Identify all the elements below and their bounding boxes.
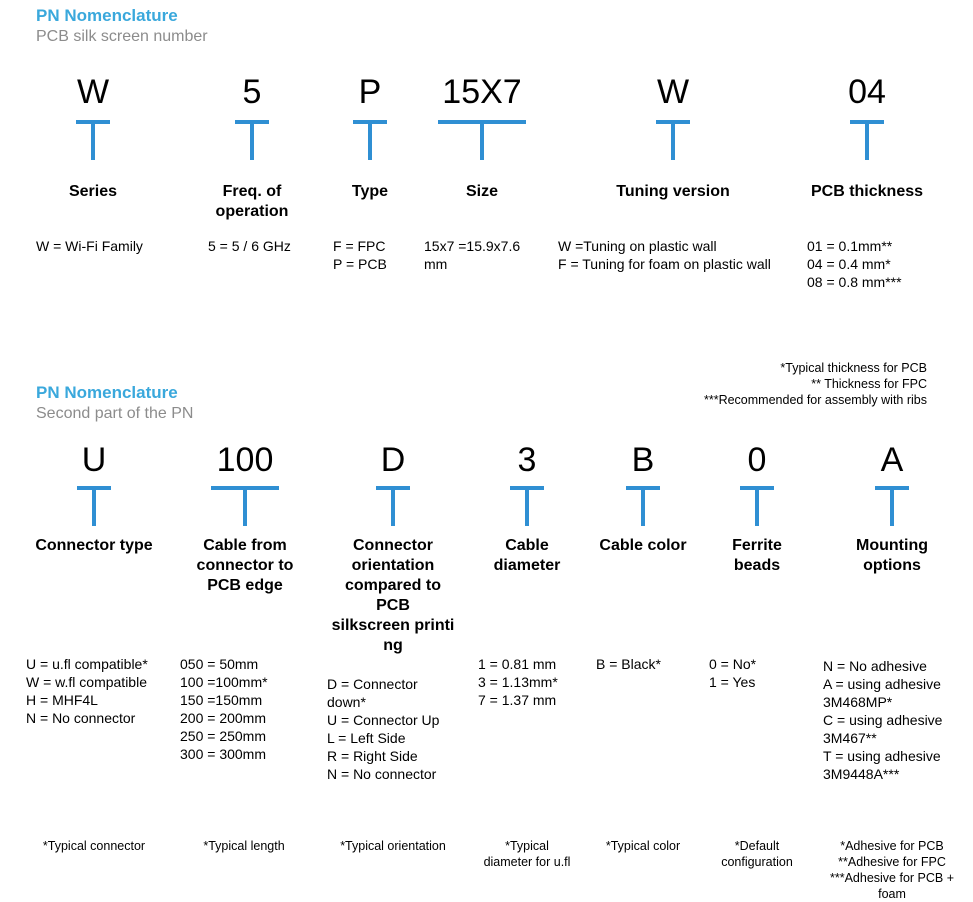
field-label-3: Connector orientation compared to PCB silkscreen printi ng (331, 537, 455, 654)
tee-stem (480, 120, 484, 160)
tee-connector (376, 486, 410, 528)
code-5: B (631, 441, 655, 479)
field-desc-5: B = Black* (596, 656, 661, 672)
field-label-5: Tuning version (616, 183, 730, 200)
tee-connector (77, 486, 111, 528)
field-label-6: PCB thickness (810, 183, 924, 200)
tee-stem (391, 486, 395, 526)
field-footnote-7: *Adhesive for PCB **Adhesive for FPC ***Adhesive for PCB + foam (829, 839, 955, 901)
field-label-5: Cable color (599, 537, 687, 554)
field-footnote-2: *Typical length (203, 839, 285, 853)
code-2: 5 (242, 73, 262, 111)
field-desc-1: W = Wi-Fi Family (36, 238, 143, 254)
field-desc-3: F = FPC P = PCB (333, 238, 387, 272)
code-6: 04 (848, 73, 886, 111)
code-3: D (380, 441, 406, 479)
field-label-2: Cable from connector to PCB edge (196, 537, 294, 594)
field-desc-6: 01 = 0.1mm** 04 = 0.4 mm* 08 = 0.8 mm*** (807, 238, 902, 290)
tee-stem (671, 120, 675, 160)
section2-subtitle: Second part of the PN (36, 405, 194, 422)
field-label-1: Connector type (35, 537, 153, 554)
tee-stem (525, 486, 529, 526)
tee-stem (91, 120, 95, 160)
field-label-4: Cable diameter (493, 537, 561, 574)
field-footnote-1: *Typical connector (42, 839, 146, 853)
tee-stem (250, 120, 254, 160)
tee-connector (510, 486, 544, 528)
field-desc-4: 15x7 =15.9x7.6 mm (424, 238, 521, 272)
tee-stem (865, 120, 869, 160)
code-7: A (880, 441, 904, 479)
code-3: P (358, 73, 382, 111)
field-footnote-6: *Default configuration (721, 839, 793, 869)
field-footnote-4: *Typical diameter for u.fl (483, 839, 571, 869)
section1-subtitle: PCB silk screen number (36, 28, 208, 45)
field-desc-4: 1 = 0.81 mm 3 = 1.13mm* 7 = 1.37 mm (478, 656, 558, 708)
tee-connector (353, 120, 387, 162)
field-label-7: Mounting options (856, 537, 928, 574)
field-desc-2: 050 = 50mm 100 =100mm* 150 =150mm 200 = 200mm 250 = 250mm 300 = 300mm (180, 656, 268, 762)
code-1: W (76, 73, 110, 111)
field-desc-3: D = Connector down* U = Connector Up L = Left Side R = Right Side N = No connector (327, 676, 440, 782)
tee-connector (740, 486, 774, 528)
tee-connector (875, 486, 909, 528)
field-label-1: Series (68, 183, 118, 200)
field-footnote-5: *Typical color (605, 839, 681, 853)
tee-stem (368, 120, 372, 160)
tee-connector (76, 120, 110, 162)
section2-title: PN Nomenclature (36, 383, 178, 402)
code-2: 100 (216, 441, 274, 479)
code-1: U (81, 441, 107, 479)
field-desc-1: U = u.fl compatible* W = w.fl compatible H = MHF4L N = No connector (26, 656, 148, 726)
tee-connector (656, 120, 690, 162)
tee-stem (92, 486, 96, 526)
tee-connector (850, 120, 884, 162)
code-6: 0 (747, 441, 767, 479)
tee-connector (211, 486, 279, 528)
field-label-2: Freq. of operation (215, 183, 289, 220)
tee-connector (626, 486, 660, 528)
field-desc-2: 5 = 5 / 6 GHz (208, 238, 291, 254)
code-4: 3 (517, 441, 537, 479)
section1-title: PN Nomenclature (36, 6, 178, 25)
tee-stem (243, 486, 247, 526)
thickness-notes: *Typical thickness for PCB ** Thickness for FPC ***Recommended for assembly with ribs (703, 361, 927, 407)
code-5: W (656, 73, 690, 111)
field-label-4: Size (465, 183, 498, 200)
field-footnote-3: *Typical orientation (340, 839, 446, 853)
tee-stem (755, 486, 759, 526)
field-label-3: Type (351, 183, 389, 200)
field-desc-5: W =Tuning on plastic wall F = Tuning for foam on plastic wall (558, 238, 771, 272)
tee-stem (641, 486, 645, 526)
tee-connector (438, 120, 526, 162)
field-label-6: Ferrite beads (732, 537, 782, 574)
tee-stem (890, 486, 894, 526)
tee-connector (235, 120, 269, 162)
field-desc-6: 0 = No* 1 = Yes (709, 656, 757, 690)
code-4: 15X7 (442, 73, 522, 111)
field-desc-7: N = No adhesive A = using adhesive 3M468MP* C = using adhesive 3M467** T = using adhesive 3M9448A*** (823, 658, 943, 782)
